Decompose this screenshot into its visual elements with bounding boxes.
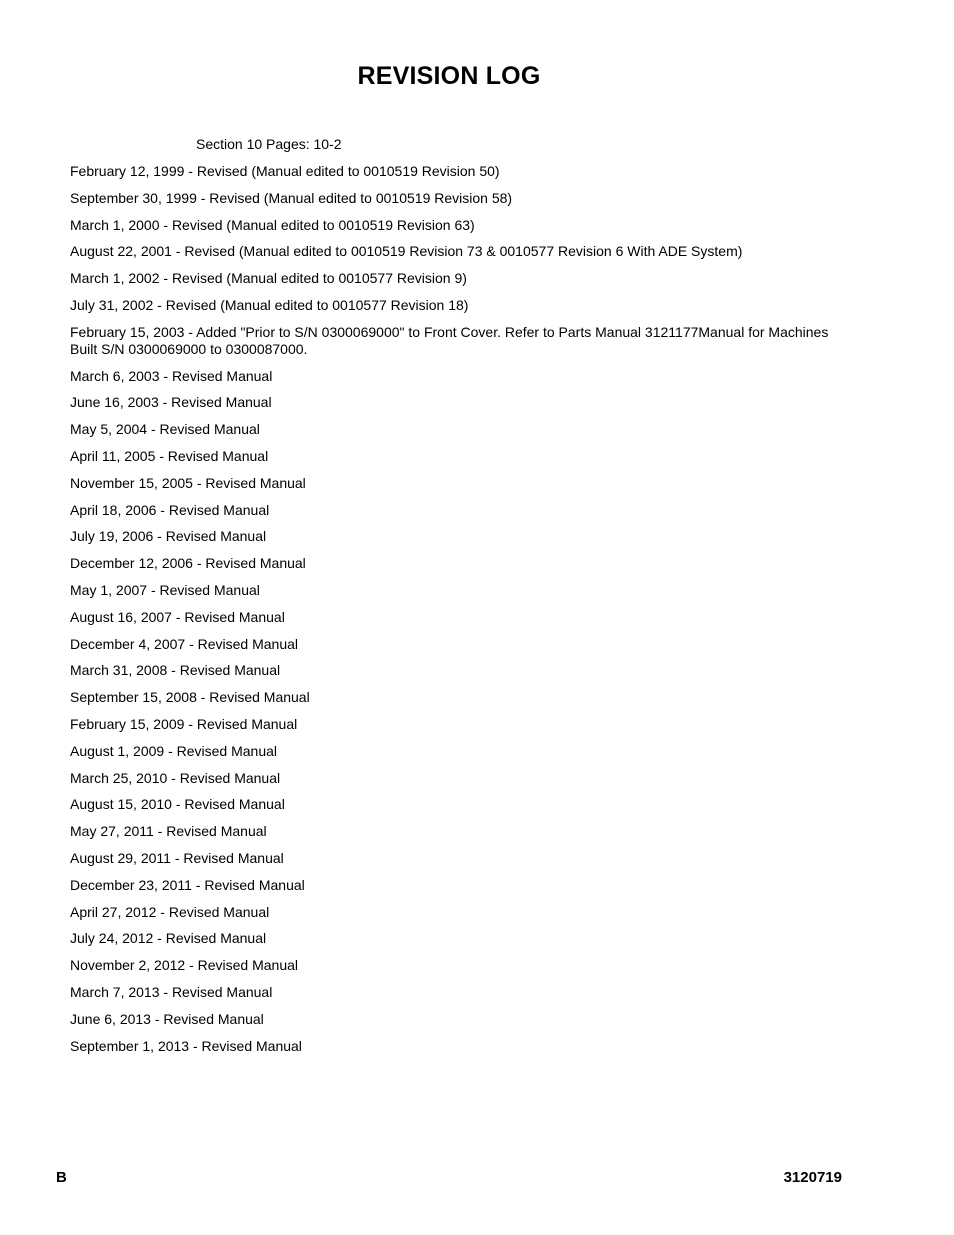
revision-entry: August 16, 2007 - Revised Manual xyxy=(70,608,285,625)
revision-entry: July 24, 2012 - Revised Manual xyxy=(70,930,267,947)
revision-entry-list xyxy=(70,163,850,1064)
revision-entry: May 1, 2007 - Revised Manual xyxy=(70,581,260,598)
revision-entry: February 15, 2009 - Revised Manual xyxy=(70,715,298,732)
revision-entry: November 15, 2005 - Revised Manual xyxy=(70,474,306,491)
revision-entry: March 25, 2010 - Revised Manual xyxy=(70,769,281,786)
revision-entry: June 6, 2013 - Revised Manual xyxy=(70,1010,264,1027)
revision-entry: September 15, 2008 - Revised Manual xyxy=(70,689,310,706)
revision-entry: August 15, 2010 - Revised Manual xyxy=(70,796,285,813)
section-pages-line: Section 10 Pages: 10-2 xyxy=(196,136,342,152)
revision-entry: August 29, 2011 - Revised Manual xyxy=(70,849,284,866)
revision-entry: December 4, 2007 - Revised Manual xyxy=(70,635,299,652)
revision-entry: May 5, 2004 - Revised Manual xyxy=(70,421,260,438)
revision-entry: March 6, 2003 - Revised Manual xyxy=(70,367,273,384)
revision-entry: April 18, 2006 - Revised Manual xyxy=(70,501,270,518)
revision-entry: November 2, 2012 - Revised Manual xyxy=(70,957,299,974)
revision-entry: September 1, 2013 - Revised Manual xyxy=(70,1037,302,1054)
footer-page-letter: B xyxy=(56,1169,67,1186)
revision-entry: March 7, 2013 - Revised Manual xyxy=(70,983,273,1000)
revision-entry: February 15, 2003 - Added "Prior to S/N 0300069000" to Front Cover. Refer to Parts Manual 3121177Manual for Machines Built S/N 0300069000 to 0300087000. xyxy=(70,323,829,357)
revision-entry: June 16, 2003 - Revised Manual xyxy=(70,394,272,411)
revision-entry: December 12, 2006 - Revised Manual xyxy=(70,555,306,572)
revision-entry: March 31, 2008 - Revised Manual xyxy=(70,662,281,679)
revision-entry: March 1, 2002 - Revised (Manual edited to 0010577 Revision 9) xyxy=(70,270,467,287)
revision-entry: May 27, 2011 - Revised Manual xyxy=(70,823,267,840)
revision-entry: September 30, 1999 - Revised (Manual edited to 0010519 Revision 58) xyxy=(70,189,513,206)
revision-entry: March 1, 2000 - Revised (Manual edited to 0010519 Revision 63) xyxy=(70,216,475,233)
page-title: REVISION LOG xyxy=(357,62,541,90)
revision-entry: April 11, 2005 - Revised Manual xyxy=(70,447,269,464)
revision-entry: August 1, 2009 - Revised Manual xyxy=(70,742,278,759)
revision-entry: December 23, 2011 - Revised Manual xyxy=(70,876,305,893)
revision-entry: February 12, 1999 - Revised (Manual edited to 0010519 Revision 50) xyxy=(70,163,500,179)
revision-entry: April 27, 2012 - Revised Manual xyxy=(70,903,270,920)
revision-entry: July 31, 2002 - Revised (Manual edited to 0010577 Revision 18) xyxy=(70,296,469,313)
revision-entry: August 22, 2001 - Revised (Manual edited to 0010519 Revision 73 & 0010577 Revision 6 With ADE System) xyxy=(70,243,743,260)
revision-entry: July 19, 2006 - Revised Manual xyxy=(70,528,267,545)
footer-document-number: 3120719 xyxy=(783,1169,842,1186)
